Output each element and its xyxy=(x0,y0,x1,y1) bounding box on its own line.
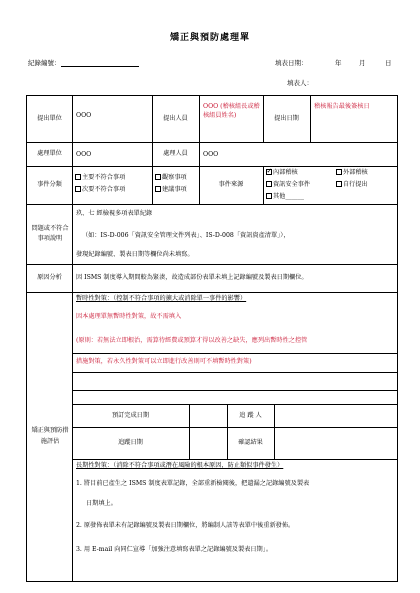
cause-text: 因 ISMS 制度導入期間較為緊湊，故造成部份表單未填上記錄編號及製表日期欄位。 xyxy=(76,274,308,281)
long-term-item: 2. 原發佈表單未有記錄編號及製表日期欄位，將編制人該等表單中後重新發佈。 xyxy=(76,522,295,529)
source-other-blank[interactable]: ______ xyxy=(285,193,304,200)
track-date-value[interactable] xyxy=(190,428,226,458)
category-major[interactable]: 主要不符合事項 xyxy=(75,174,125,182)
source-other-checkbox[interactable] xyxy=(266,193,272,199)
temporary-principle-line: 措施對策，若永久性對策可以立即進行改善則可不填暫時性對策) xyxy=(76,358,252,365)
category-suggestion-checkbox[interactable] xyxy=(155,186,161,192)
source-other[interactable]: 其他______ xyxy=(266,193,304,201)
event-category-label: 事件分類 xyxy=(37,181,62,189)
year-label: 年 xyxy=(335,59,342,67)
problem-line: 玖、七 經檢視多項表單紀錄 xyxy=(76,210,153,217)
tracker-value[interactable] xyxy=(275,405,395,426)
tracker-label: 追 蹤 人 xyxy=(239,411,262,419)
source-external-audit[interactable]: 外部稽核 xyxy=(336,169,368,177)
source-self-raised-checkbox[interactable] xyxy=(336,181,342,187)
category-suggestion[interactable]: 建議事項 xyxy=(155,186,187,194)
record-no-field xyxy=(28,58,139,67)
scheduled-date-value[interactable] xyxy=(190,405,226,426)
source-external-audit-checkbox[interactable] xyxy=(336,169,342,175)
handling-unit-value[interactable]: OOO xyxy=(76,151,92,158)
event-source-label: 事件來源 xyxy=(218,181,244,189)
problem-line: 發現紀錄編號、製表日期等欄位尚未填寫。 xyxy=(76,251,194,258)
category-observation-checkbox[interactable] xyxy=(155,174,161,180)
submit-date-value[interactable]: 稽核報告最後簽核日 xyxy=(314,103,370,110)
confirm-result-label: 確認結果 xyxy=(238,439,263,447)
fill-date-label: 填表日期： xyxy=(275,59,308,67)
long-term-item: 日期填上。 xyxy=(86,500,117,507)
record-no-label: 紀錄編號： xyxy=(28,59,61,67)
form-title: 矯正與預防處理單 xyxy=(169,33,250,43)
problem-line: （如：IS-D-006「資訊安全管理文件列表」、IS-D-008「資訊資產清單」）， xyxy=(82,232,290,239)
category-observation[interactable]: 觀察事項 xyxy=(155,174,187,182)
day-label: 日 xyxy=(385,59,392,67)
submit-unit-value[interactable]: OOO xyxy=(76,112,92,119)
submit-date-label: 提出日期 xyxy=(274,115,299,123)
temporary-principle-line: (原則：若無法立即根治，需算待經費或預算才得以改善之缺失，應列出暫時性之控管 xyxy=(76,337,308,344)
submitter-value[interactable]: OOO (稽核組長或稽核組員姓名) xyxy=(203,103,260,120)
handler-label: 處理人員 xyxy=(163,150,188,158)
category-minor-checkbox[interactable] xyxy=(75,186,81,192)
source-security-incident[interactable]: 資訊安全事件 xyxy=(266,181,310,189)
month-label: 月 xyxy=(359,59,366,67)
long-term-item: 1. 將目前已產生之 ISMS 制度表單記錄，全部重新檢閱後，把遺漏之記錄編號及製表 xyxy=(76,480,310,487)
source-internal-audit[interactable]: ✓內部稽核 xyxy=(266,169,298,177)
submitter-label: 提出人員 xyxy=(163,115,188,123)
source-self-raised[interactable]: 自行提出 xyxy=(336,181,368,189)
category-major-checkbox[interactable] xyxy=(75,174,81,180)
submit-unit-label: 提出單位 xyxy=(37,115,62,123)
cause-label: 原因分析 xyxy=(37,274,62,282)
scheduled-date-label: 預訂完成日期 xyxy=(111,411,150,419)
category-minor[interactable]: 次要不符合事項 xyxy=(75,186,125,194)
record-no-blank[interactable] xyxy=(61,58,139,67)
handler-value[interactable]: OOO xyxy=(203,151,219,158)
long-term-measures-title: 長期性對策：（消除不符合事項或潛在風險的根本原因，防止類似事件發生） xyxy=(76,462,284,469)
confirm-result-value[interactable] xyxy=(275,428,395,458)
source-internal-audit-checkbox[interactable] xyxy=(266,169,272,175)
long-term-item: 3. 用 E-mail 向同仁宣導「加強注意填寫表單之記錄編號及製表日期」。 xyxy=(76,546,273,553)
track-date-label: 追蹤日期 xyxy=(118,439,143,447)
problem-label: 問題或不符合事項說明 xyxy=(31,225,69,242)
form-table xyxy=(26,95,398,582)
handling-unit-label: 處理單位 xyxy=(37,150,62,158)
corrective-label: 矯正與預防措施評估 xyxy=(31,426,69,445)
filler-label: 填表人： xyxy=(287,79,313,87)
temporary-measures-title: 暫時性對策：（控制不符合事項的擴大或消除單一事件的影響） xyxy=(76,295,247,302)
source-security-incident-checkbox[interactable] xyxy=(266,181,272,187)
temporary-measures-note: 因本處理單無暫時性對策，故不需填入 xyxy=(76,313,182,320)
